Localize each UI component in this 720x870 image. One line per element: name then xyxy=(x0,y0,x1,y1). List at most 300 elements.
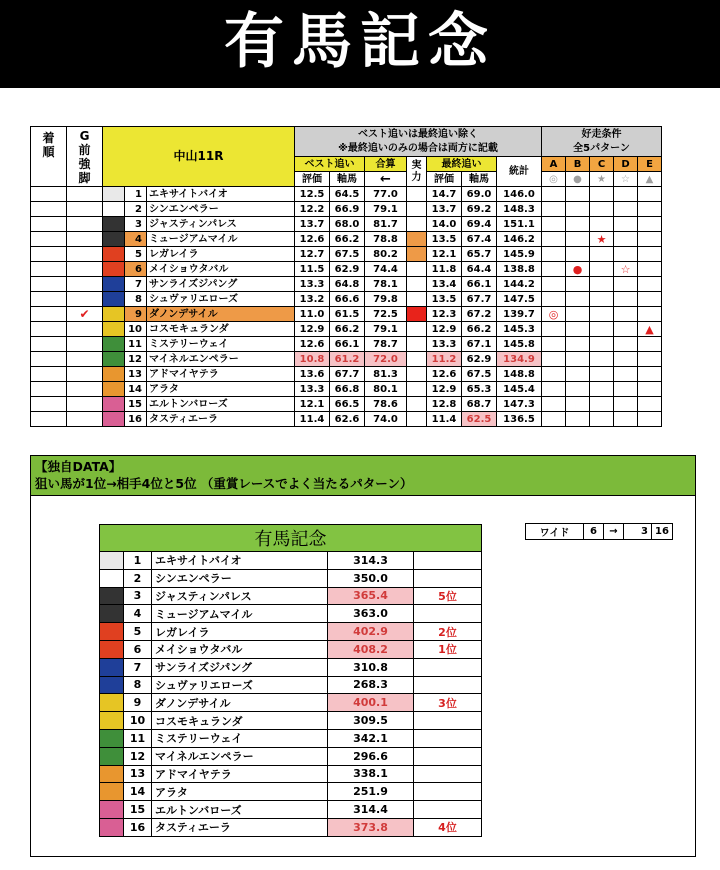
total-cell: 78.8 xyxy=(365,232,407,247)
score-horse-number: 5 xyxy=(124,623,152,641)
last-eval-cell: 13.3 xyxy=(427,337,462,352)
horse-row xyxy=(31,292,662,307)
total-cell: 74.4 xyxy=(365,262,407,277)
g-mark-cell: ✔ xyxy=(67,307,103,322)
last-eval-header: 評価 xyxy=(427,172,462,187)
pattern-mark-cell xyxy=(590,322,614,337)
wide-third: 16 xyxy=(652,524,673,540)
g-mark-cell xyxy=(67,232,103,247)
best-axis-cell: 66.6 xyxy=(330,292,365,307)
pattern-mark-cell xyxy=(614,292,638,307)
pattern-mark-cell xyxy=(614,382,638,397)
wide-arrow: → xyxy=(604,524,624,540)
pattern-b-mark: ● xyxy=(566,172,590,187)
jitsuryoku-cell xyxy=(407,367,427,382)
waku-color-cell xyxy=(103,202,125,217)
pattern-mark-cell xyxy=(566,322,590,337)
score-horse-name: アラタ xyxy=(152,783,328,801)
finish-cell xyxy=(31,397,67,412)
pattern-mark-cell xyxy=(566,202,590,217)
horse-row xyxy=(31,187,662,202)
waku-color-cell xyxy=(100,605,124,623)
best-axis-cell: 66.5 xyxy=(330,397,365,412)
score-row xyxy=(100,694,482,712)
best-eval-cell: 10.8 xyxy=(295,352,330,367)
original-data-subtitle: 狙い馬が1位→相手4位と5位 （重賞レースでよく当たるパターン） xyxy=(35,476,413,491)
pattern-mark-cell xyxy=(614,322,638,337)
pattern-mark-cell xyxy=(542,277,566,292)
best-eval-cell: 12.1 xyxy=(295,397,330,412)
pattern-mark-cell xyxy=(542,412,566,427)
waku-color-cell xyxy=(103,307,125,322)
last-axis-cell: 62.5 xyxy=(462,412,497,427)
finish-cell xyxy=(31,187,67,202)
score-rank: 4位 xyxy=(414,818,482,836)
stat-cell: 136.5 xyxy=(497,412,542,427)
horse-row xyxy=(31,217,662,232)
pattern-mark-cell xyxy=(590,202,614,217)
original-data-header xyxy=(31,456,695,496)
score-rank xyxy=(414,605,482,623)
horse-row xyxy=(31,337,662,352)
pattern-mark-cell xyxy=(638,292,662,307)
waku-color-cell xyxy=(103,262,125,277)
horse-number: 1 xyxy=(125,187,147,202)
stat-header: 統計 xyxy=(497,157,542,187)
waku-color-cell xyxy=(103,412,125,427)
jitsuryoku-cell xyxy=(407,277,427,292)
g-strong-label: 強 xyxy=(78,157,91,171)
pattern-mark-cell xyxy=(638,382,662,397)
last-eval-cell: 12.9 xyxy=(427,322,462,337)
score-horse-name: サンライズジパング xyxy=(152,658,328,676)
score-horse-name: メイショウタバル xyxy=(152,640,328,658)
score-row xyxy=(100,658,482,676)
stat-cell: 146.2 xyxy=(497,232,542,247)
last-header: 最終追い xyxy=(427,157,497,172)
best-axis-cell: 66.1 xyxy=(330,337,365,352)
note-line-2: ※最終追いのみの場合は両方に記載 xyxy=(338,142,498,154)
score-value: 342.1 xyxy=(328,729,414,747)
waku-color-cell xyxy=(100,676,124,694)
total-cell: 80.1 xyxy=(365,382,407,397)
wide-second: 3 xyxy=(624,524,652,540)
pattern-mark-cell xyxy=(638,232,662,247)
waku-color-cell xyxy=(103,277,125,292)
pattern-a-header: A xyxy=(542,157,566,172)
horse-row xyxy=(31,352,662,367)
horse-row xyxy=(31,262,662,277)
waku-color-cell xyxy=(100,801,124,819)
pattern-mark-cell xyxy=(542,262,566,277)
page-title: 有馬記念 xyxy=(0,0,720,88)
score-value: 314.4 xyxy=(328,801,414,819)
pattern-mark-cell xyxy=(638,352,662,367)
pattern-mark-cell xyxy=(590,382,614,397)
pattern-e-header: E xyxy=(638,157,662,172)
stat-cell: 148.8 xyxy=(497,367,542,382)
finish-cell xyxy=(31,382,67,397)
score-row xyxy=(100,729,482,747)
wide-bet-box xyxy=(525,523,673,540)
best-eval-header: 評価 xyxy=(295,172,330,187)
horse-name: タスティエーラ xyxy=(147,412,295,427)
finish-cell xyxy=(31,232,67,247)
waku-color-cell xyxy=(100,623,124,641)
best-axis-cell: 62.6 xyxy=(330,412,365,427)
total-cell: 79.8 xyxy=(365,292,407,307)
best-eval-cell: 11.4 xyxy=(295,412,330,427)
g-mark-cell xyxy=(67,397,103,412)
last-axis-cell: 68.7 xyxy=(462,397,497,412)
total-cell: 78.7 xyxy=(365,337,407,352)
pattern-mark-cell xyxy=(566,412,590,427)
original-data-section xyxy=(30,455,696,857)
g-leg-label: 脚 xyxy=(78,171,91,185)
pattern-mark-cell xyxy=(614,412,638,427)
score-value: 363.0 xyxy=(328,605,414,623)
g-mark-cell xyxy=(67,202,103,217)
score-horse-number: 15 xyxy=(124,801,152,819)
score-horse-number: 7 xyxy=(124,658,152,676)
g-mark-cell xyxy=(67,412,103,427)
horse-number: 9 xyxy=(125,307,147,322)
last-eval-cell: 14.7 xyxy=(427,187,462,202)
score-value: 408.2 xyxy=(328,640,414,658)
race-table xyxy=(30,126,662,427)
best-axis-cell: 66.8 xyxy=(330,382,365,397)
pattern-mark-cell xyxy=(542,382,566,397)
horse-name: ミュージアムマイル xyxy=(147,232,295,247)
score-horse-number: 2 xyxy=(124,569,152,587)
score-rank xyxy=(414,569,482,587)
horse-number: 2 xyxy=(125,202,147,217)
jitsuryoku-cell xyxy=(407,187,427,202)
score-horse-number: 14 xyxy=(124,783,152,801)
waku-color-cell xyxy=(103,382,125,397)
finish-cell xyxy=(31,202,67,217)
score-horse-name: レガレイラ xyxy=(152,623,328,641)
horse-number: 8 xyxy=(125,292,147,307)
horse-number: 15 xyxy=(125,397,147,412)
pattern-mark-cell xyxy=(566,367,590,382)
total-cell: 77.0 xyxy=(365,187,407,202)
pattern-mark-cell xyxy=(590,337,614,352)
stat-cell: 134.9 xyxy=(497,352,542,367)
pattern-mark-cell xyxy=(590,397,614,412)
last-eval-cell: 13.5 xyxy=(427,292,462,307)
score-rank xyxy=(414,552,482,570)
horse-name: エルトンバローズ xyxy=(147,397,295,412)
stat-cell: 147.3 xyxy=(497,397,542,412)
total-header: 合算 xyxy=(365,157,407,172)
original-score-table xyxy=(99,524,482,837)
pattern-mark-cell xyxy=(614,367,638,382)
best-axis-cell: 61.2 xyxy=(330,352,365,367)
pattern-mark-cell: ★ xyxy=(590,232,614,247)
best-axis-cell: 64.8 xyxy=(330,277,365,292)
waku-color-cell xyxy=(103,397,125,412)
pattern-mark-cell xyxy=(638,397,662,412)
pattern-mark-cell xyxy=(542,187,566,202)
best-eval-cell: 13.3 xyxy=(295,277,330,292)
pattern-mark-cell xyxy=(638,307,662,322)
total-cell: 81.3 xyxy=(365,367,407,382)
pattern-mark-cell xyxy=(566,337,590,352)
g-mark-cell xyxy=(67,187,103,202)
conditions-line-2: 全5パターン xyxy=(573,142,630,154)
score-rank xyxy=(414,765,482,783)
waku-color-cell xyxy=(103,337,125,352)
wide-label: ワイド xyxy=(526,524,584,540)
jitsuryoku-header xyxy=(407,157,427,187)
score-row xyxy=(100,623,482,641)
conditions-line-1: 好走条件 xyxy=(581,128,622,140)
horse-name: シュヴァリエローズ xyxy=(147,292,295,307)
pattern-mark-cell xyxy=(638,202,662,217)
score-rank: 3位 xyxy=(414,694,482,712)
pattern-mark-cell xyxy=(542,322,566,337)
score-horse-number: 8 xyxy=(124,676,152,694)
best-eval-cell: 13.3 xyxy=(295,382,330,397)
g-label: G xyxy=(79,129,90,143)
waku-color-cell xyxy=(100,712,124,730)
last-axis-cell: 69.0 xyxy=(462,187,497,202)
score-horse-name: ジャスティンパレス xyxy=(152,587,328,605)
waku-color-cell xyxy=(103,247,125,262)
pattern-mark-cell xyxy=(566,217,590,232)
pattern-mark-cell xyxy=(542,337,566,352)
conditions-header xyxy=(542,127,662,157)
waku-color-cell xyxy=(100,640,124,658)
pattern-mark-cell xyxy=(614,187,638,202)
score-rank xyxy=(414,676,482,694)
last-axis-cell: 67.1 xyxy=(462,337,497,352)
score-row xyxy=(100,640,482,658)
score-value: 402.9 xyxy=(328,623,414,641)
stat-cell: 147.5 xyxy=(497,292,542,307)
pattern-mark-cell xyxy=(590,352,614,367)
finish-cell xyxy=(31,367,67,382)
horse-name: アドマイヤテラ xyxy=(147,367,295,382)
score-rank: 2位 xyxy=(414,623,482,641)
pattern-mark-cell xyxy=(614,277,638,292)
pattern-mark-cell xyxy=(614,202,638,217)
horse-name: ミステリーウェイ xyxy=(147,337,295,352)
last-axis-cell: 66.1 xyxy=(462,277,497,292)
best-axis-cell: 68.0 xyxy=(330,217,365,232)
score-row xyxy=(100,712,482,730)
finish-cell xyxy=(31,262,67,277)
jitsuryoku-cell xyxy=(407,322,427,337)
pattern-mark-cell xyxy=(590,292,614,307)
race-name-header xyxy=(103,127,295,187)
pattern-e-mark: ▲ xyxy=(638,172,662,187)
pattern-mark-cell xyxy=(566,352,590,367)
pattern-mark-cell xyxy=(638,277,662,292)
arrow-header: ← xyxy=(365,172,407,187)
last-eval-cell: 11.2 xyxy=(427,352,462,367)
finish-cell xyxy=(31,412,67,427)
last-axis-cell: 62.9 xyxy=(462,352,497,367)
pattern-mark-cell xyxy=(638,187,662,202)
horse-row xyxy=(31,412,662,427)
last-axis-cell: 65.3 xyxy=(462,382,497,397)
pattern-mark-cell xyxy=(590,217,614,232)
score-value: 314.3 xyxy=(328,552,414,570)
pattern-mark-cell xyxy=(590,262,614,277)
jitsuryoku-cell xyxy=(407,217,427,232)
total-cell: 78.6 xyxy=(365,397,407,412)
g-mark-cell xyxy=(67,337,103,352)
last-axis-cell: 67.7 xyxy=(462,292,497,307)
best-eval-cell: 12.5 xyxy=(295,187,330,202)
score-row xyxy=(100,801,482,819)
notes-header xyxy=(295,127,542,157)
pattern-mark-cell xyxy=(566,247,590,262)
score-value: 296.6 xyxy=(328,747,414,765)
score-value: 310.8 xyxy=(328,658,414,676)
total-cell: 79.1 xyxy=(365,322,407,337)
best-header: ベスト追い xyxy=(295,157,365,172)
g-mark-cell xyxy=(67,352,103,367)
last-axis-cell: 67.5 xyxy=(462,367,497,382)
pattern-mark-cell xyxy=(542,352,566,367)
waku-color-cell xyxy=(100,765,124,783)
best-eval-cell: 13.2 xyxy=(295,292,330,307)
last-eval-cell: 12.1 xyxy=(427,247,462,262)
g-mark-cell xyxy=(67,247,103,262)
pattern-mark-cell xyxy=(614,217,638,232)
pattern-mark-cell: ☆ xyxy=(614,262,638,277)
jitsuryoku-cell xyxy=(407,202,427,217)
pattern-mark-cell xyxy=(638,247,662,262)
best-axis-cell: 62.9 xyxy=(330,262,365,277)
stat-cell: 148.3 xyxy=(497,202,542,217)
horse-row xyxy=(31,202,662,217)
waku-color-cell xyxy=(100,658,124,676)
horse-row xyxy=(31,367,662,382)
score-horse-number: 3 xyxy=(124,587,152,605)
score-rank: 5位 xyxy=(414,587,482,605)
stat-cell: 139.7 xyxy=(497,307,542,322)
pattern-mark-cell xyxy=(590,187,614,202)
last-eval-cell: 12.9 xyxy=(427,382,462,397)
pattern-mark-cell xyxy=(614,247,638,262)
g-mid-label: 前 xyxy=(78,143,91,157)
last-axis-cell: 67.4 xyxy=(462,232,497,247)
stat-cell: 146.0 xyxy=(497,187,542,202)
jitsuryoku-cell xyxy=(407,397,427,412)
pattern-mark-cell xyxy=(566,382,590,397)
score-horse-name: ダノンデサイル xyxy=(152,694,328,712)
stat-cell: 138.8 xyxy=(497,262,542,277)
stat-cell: 145.3 xyxy=(497,322,542,337)
last-axis-cell: 69.2 xyxy=(462,202,497,217)
pattern-mark-cell xyxy=(590,277,614,292)
pattern-mark-cell xyxy=(614,307,638,322)
pattern-mark-cell xyxy=(542,232,566,247)
jitsuryoku-cell xyxy=(407,232,427,247)
best-eval-cell: 12.6 xyxy=(295,337,330,352)
score-rank xyxy=(414,658,482,676)
score-rank xyxy=(414,712,482,730)
best-axis-cell: 61.5 xyxy=(330,307,365,322)
finish-cell xyxy=(31,292,67,307)
score-row xyxy=(100,587,482,605)
waku-color-cell xyxy=(100,783,124,801)
original-data-title: 【独自DATA】 xyxy=(35,459,122,474)
horse-name: コスモキュランダ xyxy=(147,322,295,337)
best-axis-header: 軸馬 xyxy=(330,172,365,187)
waku-color-cell xyxy=(100,587,124,605)
last-eval-cell: 14.0 xyxy=(427,217,462,232)
total-cell: 72.5 xyxy=(365,307,407,322)
best-axis-cell: 66.2 xyxy=(330,232,365,247)
g-mark-cell xyxy=(67,367,103,382)
score-horse-name: シュヴァリエローズ xyxy=(152,676,328,694)
score-horse-name: エルトンバローズ xyxy=(152,801,328,819)
score-value: 350.0 xyxy=(328,569,414,587)
stat-cell: 151.1 xyxy=(497,217,542,232)
waku-color-cell xyxy=(103,187,125,202)
stat-cell: 144.2 xyxy=(497,277,542,292)
score-horse-number: 1 xyxy=(124,552,152,570)
horse-row xyxy=(31,382,662,397)
pattern-mark-cell xyxy=(542,397,566,412)
last-axis-cell: 65.7 xyxy=(462,247,497,262)
score-row xyxy=(100,605,482,623)
best-eval-cell: 11.0 xyxy=(295,307,330,322)
last-axis-cell: 67.2 xyxy=(462,307,497,322)
horse-name: ジャスティンパレス xyxy=(147,217,295,232)
score-row xyxy=(100,676,482,694)
jitsuryoku-cell xyxy=(407,352,427,367)
score-value: 365.4 xyxy=(328,587,414,605)
jitsuryoku-label: 実力 xyxy=(411,159,422,183)
total-cell: 80.2 xyxy=(365,247,407,262)
score-horse-number: 6 xyxy=(124,640,152,658)
total-cell: 74.0 xyxy=(365,412,407,427)
race-name: 中山11R xyxy=(173,149,224,163)
best-eval-cell: 12.7 xyxy=(295,247,330,262)
waku-color-cell xyxy=(103,352,125,367)
score-horse-number: 9 xyxy=(124,694,152,712)
horse-row xyxy=(31,397,662,412)
jitsuryoku-cell xyxy=(407,307,427,322)
total-cell: 79.1 xyxy=(365,202,407,217)
waku-color-cell xyxy=(103,292,125,307)
score-value: 373.8 xyxy=(328,818,414,836)
best-axis-cell: 66.9 xyxy=(330,202,365,217)
best-axis-cell: 67.7 xyxy=(330,367,365,382)
horse-name: サンライズジパング xyxy=(147,277,295,292)
pattern-mark-cell xyxy=(542,247,566,262)
horse-name: アラタ xyxy=(147,382,295,397)
score-horse-name: エキサイトバイオ xyxy=(152,552,328,570)
score-rank xyxy=(414,783,482,801)
pattern-mark-cell xyxy=(566,187,590,202)
horse-number: 4 xyxy=(125,232,147,247)
jitsuryoku-cell xyxy=(407,292,427,307)
finish-cell xyxy=(31,217,67,232)
last-eval-cell: 11.4 xyxy=(427,412,462,427)
last-eval-cell: 12.8 xyxy=(427,397,462,412)
score-horse-number: 13 xyxy=(124,765,152,783)
horse-number: 6 xyxy=(125,262,147,277)
horse-number: 11 xyxy=(125,337,147,352)
pattern-mark-cell xyxy=(566,397,590,412)
